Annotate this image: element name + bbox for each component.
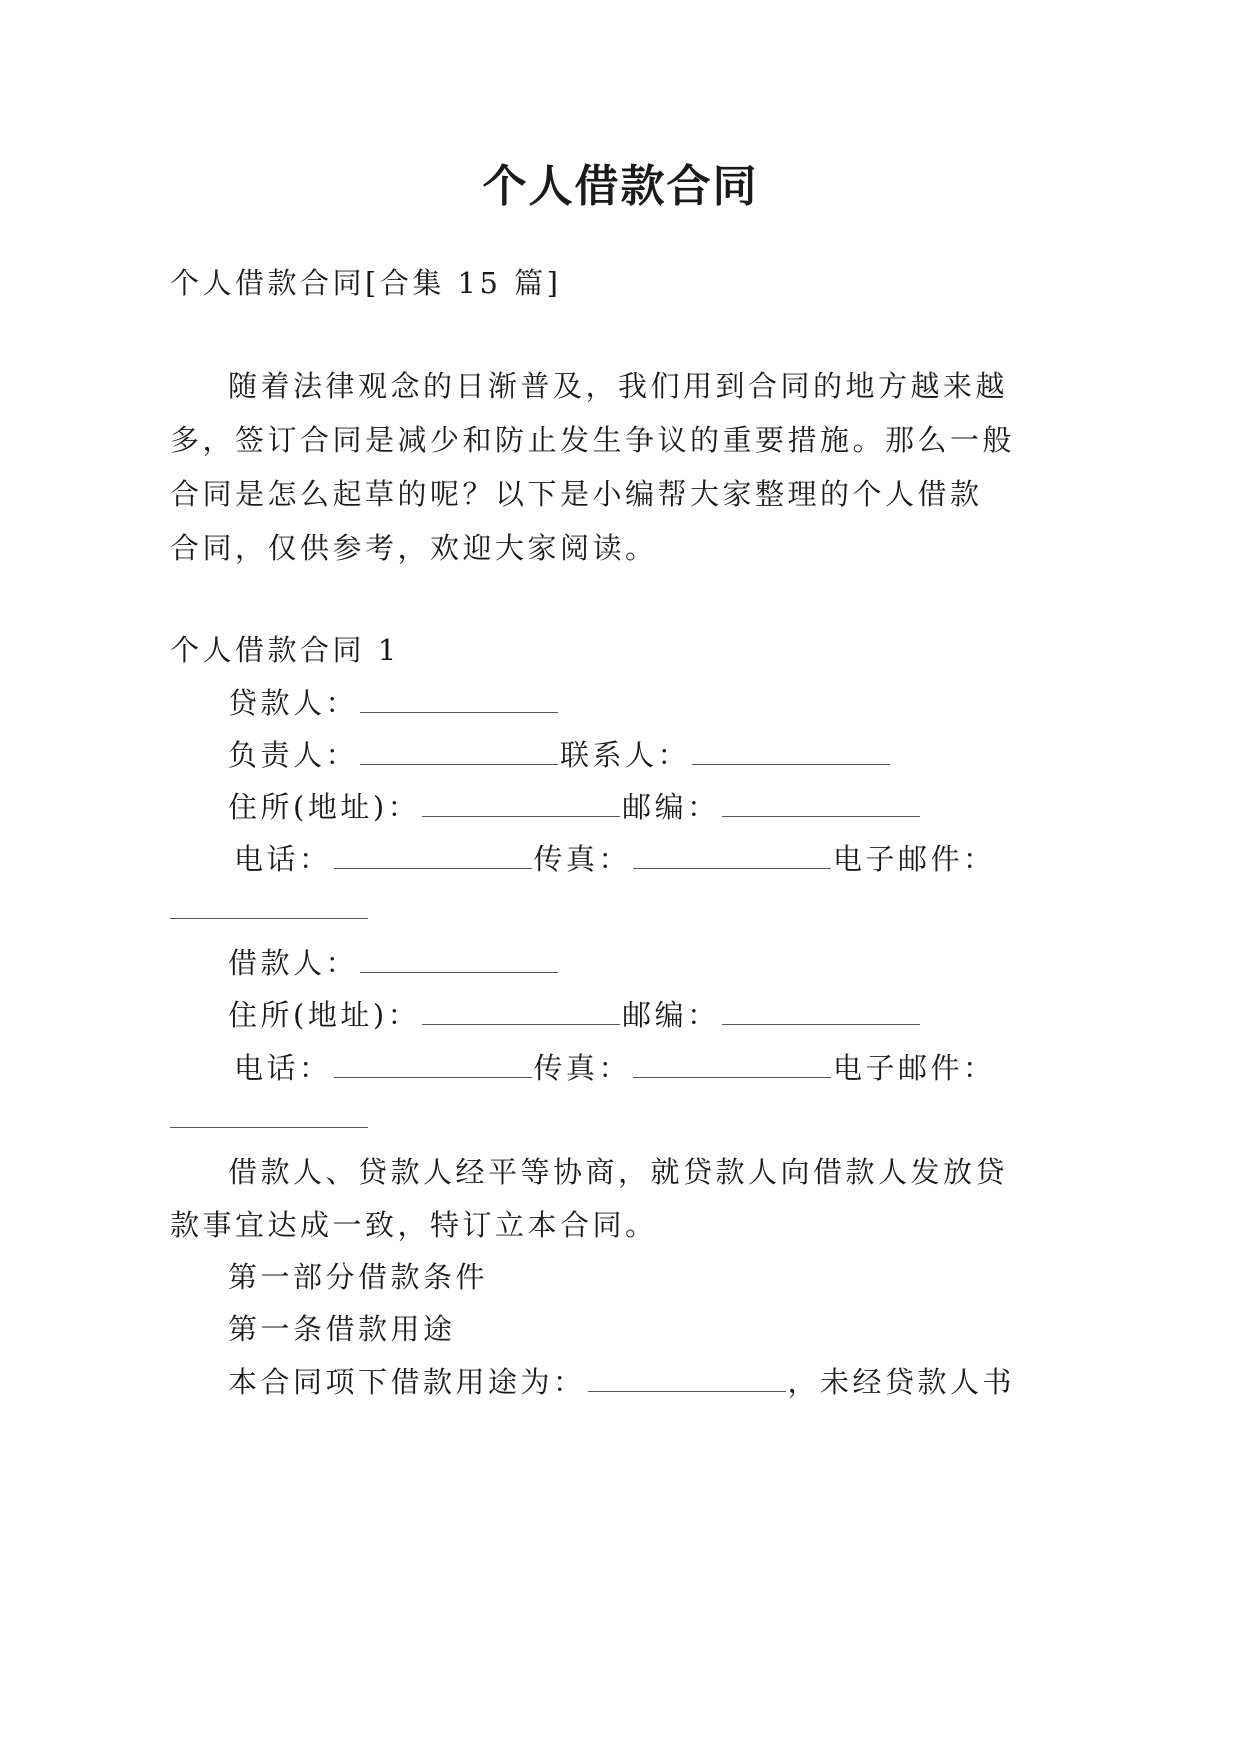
lender-address-row bbox=[228, 787, 922, 827]
borrower-fax-label: 传真： bbox=[533, 1051, 632, 1085]
borrower-email-blank bbox=[170, 1127, 368, 1128]
borrower-postcode-blank bbox=[722, 998, 920, 1025]
borrower-address-row bbox=[228, 995, 922, 1035]
lender-address-blank bbox=[422, 790, 620, 817]
borrower-blank bbox=[360, 946, 558, 973]
lender-email-blank bbox=[170, 918, 368, 919]
borrower-fax-blank bbox=[633, 1051, 831, 1078]
article-heading: 第一条借款用途 bbox=[228, 1312, 456, 1346]
intro-line-1: 随着法律观念的日渐普及，我们用到合同的地方越来越 bbox=[228, 369, 1009, 403]
lender-fax-label: 传真： bbox=[533, 842, 632, 876]
lender-postcode-blank bbox=[722, 790, 920, 817]
responsible-person-label: 负责人： bbox=[228, 738, 359, 772]
lender-phone-blank bbox=[334, 842, 532, 869]
intro-line-3: 合同是怎么起草的呢？以下是小编帮大家整理的个人借款 bbox=[170, 477, 983, 511]
lender-postcode-label: 邮编： bbox=[622, 790, 720, 824]
lender-email-label: 电子邮件： bbox=[833, 842, 996, 876]
intro-line-2: 多，签订合同是减少和防止发生争议的重要措施。那么一般 bbox=[170, 423, 1016, 457]
agreement-line-1: 借款人、贷款人经平等协商，就贷款人向借款人发放贷 bbox=[228, 1155, 1009, 1189]
lender-address-label: 住所(地址)： bbox=[228, 790, 421, 824]
loan-purpose-blank bbox=[588, 1365, 786, 1392]
responsible-row bbox=[228, 735, 892, 775]
lender-contact-row bbox=[234, 839, 996, 879]
lender-row bbox=[228, 683, 560, 723]
part-heading: 第一部分借款条件 bbox=[228, 1260, 489, 1294]
borrower-contact-row bbox=[234, 1048, 996, 1088]
document-title: 个人借款合同 bbox=[482, 161, 759, 212]
borrower-phone-label: 电话： bbox=[234, 1051, 332, 1085]
responsible-person-blank bbox=[360, 738, 558, 765]
borrower-address-blank bbox=[422, 998, 620, 1025]
lender-label: 贷款人： bbox=[228, 686, 359, 720]
contact-person-label: 联系人： bbox=[560, 738, 691, 772]
borrower-row bbox=[228, 943, 560, 983]
intro-line-4: 合同，仅供参考，欢迎大家阅读。 bbox=[170, 531, 658, 565]
borrower-phone-blank bbox=[334, 1051, 532, 1078]
borrower-address-label: 住所(地址)： bbox=[228, 998, 421, 1032]
borrower-email-label: 电子邮件： bbox=[833, 1051, 996, 1085]
section-heading: 个人借款合同 1 bbox=[170, 633, 400, 667]
lender-phone-label: 电话： bbox=[234, 842, 332, 876]
contact-person-blank bbox=[692, 738, 890, 765]
article1-text bbox=[228, 1362, 1015, 1402]
borrower-postcode-label: 邮编： bbox=[622, 998, 720, 1032]
article1-text-pre: 本合同项下借款用途为： bbox=[228, 1365, 586, 1399]
lender-fax-blank bbox=[633, 842, 831, 869]
lender-blank bbox=[360, 686, 558, 713]
borrower-label: 借款人： bbox=[228, 946, 359, 980]
agreement-line-2: 款事宜达成一致，特订立本合同。 bbox=[170, 1208, 658, 1242]
article1-text-post: ，未经贷款人书 bbox=[787, 1365, 1016, 1399]
document-subtitle: 个人借款合同[合集 15 篇] bbox=[170, 266, 562, 300]
